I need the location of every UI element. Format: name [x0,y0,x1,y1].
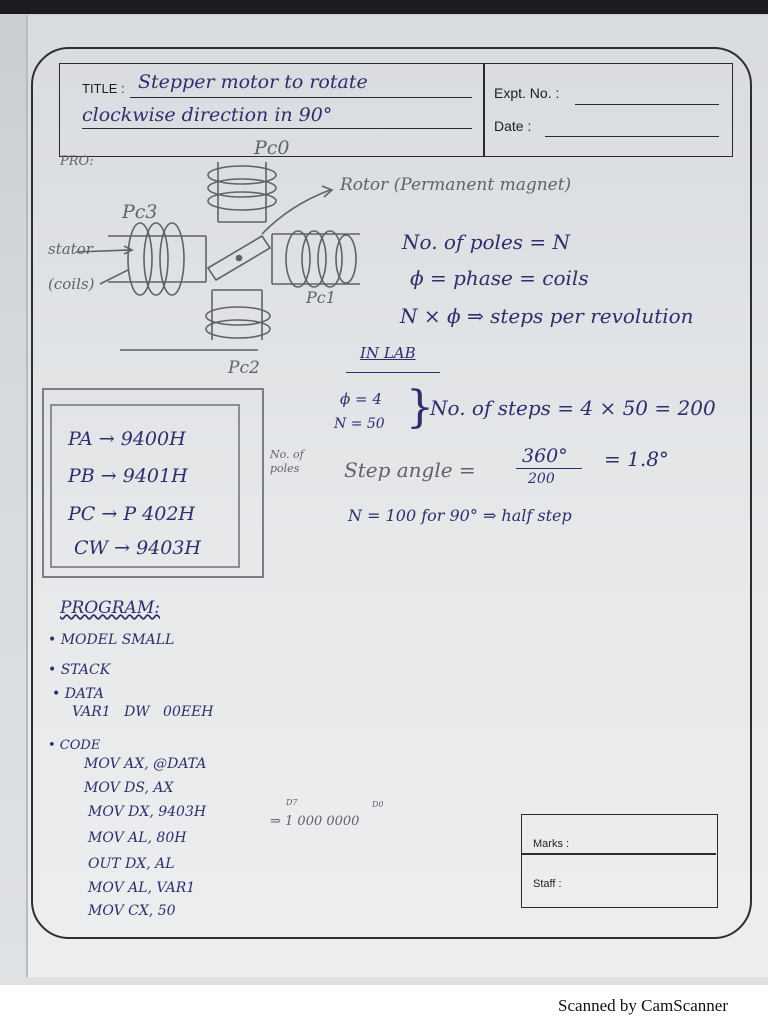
binary-note: ⇒ 1 000 0000 [270,814,360,829]
program-line: • STACK [48,662,111,678]
note-half-step: N = 100 for 90° ⇒ half step [348,506,572,525]
program-line: OUT DX, AL [88,856,175,872]
pc2-label: Pc2 [228,358,260,378]
pc1-label: Pc1 [306,288,336,307]
note-steps-formula: N × ϕ ⇒ steps per revolution [400,304,694,328]
program-line: MOV AX, @DATA [84,756,207,772]
note-phase: ϕ = phase = coils [410,266,589,290]
note-step-angle-label: Step angle = [344,458,476,482]
d0-label: D0 [372,800,384,809]
coils-label: (coils) [48,275,95,293]
note-no-steps: No. of steps = 4 × 50 = 200 [430,396,716,420]
date-label: Date : [494,118,532,134]
expt-no-label: Expt. No. : [494,85,560,101]
title-line-1: Stepper motor to rotate [138,71,368,93]
in-lab-heading: IN LAB [360,344,416,362]
pin-pa: PA → 9400H [68,428,186,450]
marks-table [521,814,718,908]
brace: } [406,382,434,433]
marks-divider [521,853,716,855]
stator-label: stator [48,240,93,258]
pro-label: PRO: [60,154,94,169]
pin-pc: PC → P 402H [68,503,195,525]
title-line-2: clockwise direction in 90° [82,104,333,126]
pc3-label: Pc3 [122,201,158,223]
pin-pb: PB → 9401H [68,465,188,487]
note-phi-value: ϕ = 4 [340,390,382,408]
program-line: • CODE [48,738,101,753]
scanned-by-camscanner: Scanned by CamScanner [558,996,728,1015]
program-line: MOV DS, AX [84,780,174,796]
program-line: VAR1 DW 00EEH [72,704,214,720]
program-line: MOV CX, 50 [88,903,176,919]
program-line: MOV DX, 9403H [88,804,207,820]
title-label: TITLE : [82,81,125,96]
rotor-label: Rotor (Permanent magnet) [340,175,572,195]
pc0-label: Pc0 [254,137,290,159]
program-line: • MODEL SMALL [48,632,175,648]
note-poles: No. of poles = N [402,230,571,254]
program-line: • DATA [52,686,104,702]
note-n-value: N = 50 [334,416,385,432]
program-line: MOV AL, 80H [88,830,187,846]
staff-label: Staff : [533,878,562,890]
marks-label: Marks : [533,838,570,850]
d7-label: D7 [286,798,298,807]
note-no-of-poles: No. of poles [270,448,304,475]
program-line: MOV AL, VAR1 [88,880,196,896]
pin-cw: CW → 9403H [74,537,201,559]
note-step-numerator: 360° [522,445,568,467]
program-heading: PROGRAM: [60,598,160,618]
note-step-denominator: 200 [528,471,555,487]
note-step-result: = 1.8° [604,447,669,471]
